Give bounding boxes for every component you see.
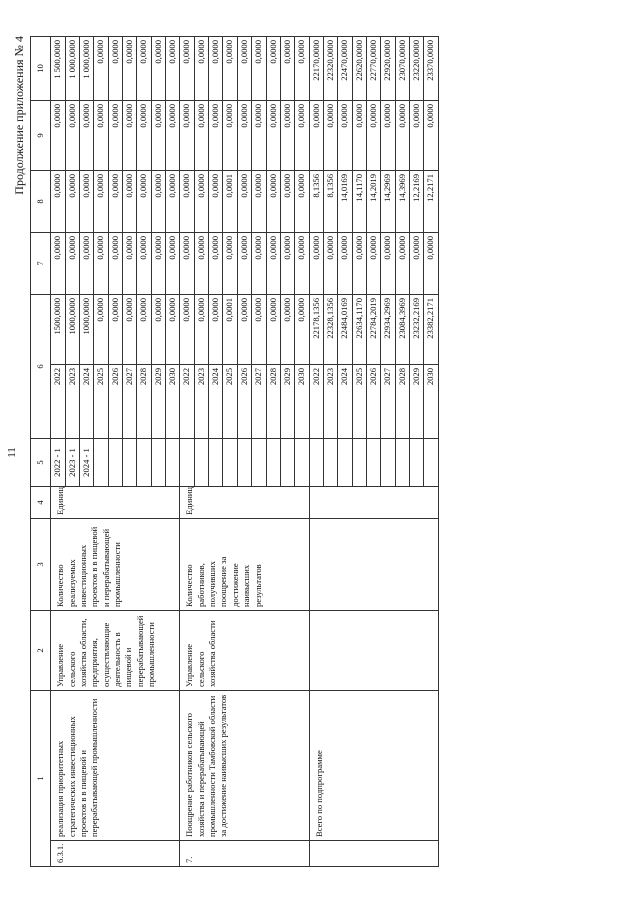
item-indicator: Количество реализуемых инвестиционных проектов в в пищевой и перерабатывающей промышленности: [51, 518, 180, 610]
item-target: [151, 438, 165, 486]
value-col7: 0,0000: [209, 232, 223, 294]
year-cell: 2025: [352, 364, 366, 438]
value-col7: 0,0000: [94, 232, 108, 294]
value-col10: 0,0000: [252, 36, 266, 100]
value-col10: 0,0000: [237, 36, 251, 100]
value-col9: 0,0000: [80, 100, 94, 170]
value-col7: 0,0000: [366, 232, 380, 294]
item-target: [266, 438, 280, 486]
value-col6: 0,0000: [295, 294, 309, 364]
value-col6: 0,0001: [223, 294, 237, 364]
year-cell: 2030: [295, 364, 309, 438]
value-col7: 0,0000: [237, 232, 251, 294]
column-header: 8: [31, 170, 51, 232]
year-cell: 2027: [123, 364, 137, 438]
value-col7: 0,0000: [166, 232, 180, 294]
value-col7: 0,0000: [223, 232, 237, 294]
value-col9: 0,0000: [409, 100, 423, 170]
year-cell: 2026: [108, 364, 122, 438]
value-col9: 0,0000: [266, 100, 280, 170]
item-target: [166, 438, 180, 486]
year-cell: 2022: [51, 364, 65, 438]
value-col6: 22934,2969: [381, 294, 395, 364]
value-col8: 14,0169: [338, 170, 352, 232]
value-col9: 0,0000: [180, 100, 194, 170]
item-target: [237, 438, 251, 486]
value-col8: 0,0000: [252, 170, 266, 232]
item-target: [409, 438, 423, 486]
value-col6: 23382,2171: [424, 294, 438, 364]
year-cell: 2026: [237, 364, 251, 438]
value-col9: 0,0000: [295, 100, 309, 170]
value-col8: 0,0000: [237, 170, 251, 232]
value-col7: 0,0000: [295, 232, 309, 294]
item-target: 2024 - 1: [80, 438, 94, 486]
value-col9: 0,0000: [309, 100, 323, 170]
item-target: [137, 438, 151, 486]
value-col8: 0,0000: [180, 170, 194, 232]
value-col9: 0,0000: [166, 100, 180, 170]
value-col6: 0,0000: [166, 294, 180, 364]
value-col7: 0,0000: [123, 232, 137, 294]
item-target: [424, 438, 438, 486]
item-target: [395, 438, 409, 486]
year-cell: 2028: [395, 364, 409, 438]
value-col9: 0,0000: [94, 100, 108, 170]
value-col9: 0,0000: [194, 100, 208, 170]
value-col8: 0,0000: [166, 170, 180, 232]
value-col9: 0,0000: [151, 100, 165, 170]
year-cell: 2027: [381, 364, 395, 438]
value-col10: 0,0000: [223, 36, 237, 100]
value-col9: 0,0000: [338, 100, 352, 170]
year-cell: 2028: [266, 364, 280, 438]
column-header: 5: [31, 438, 51, 486]
value-col10: 0,0000: [280, 36, 294, 100]
value-col10: 23370,0000: [424, 36, 438, 100]
value-col8: 8,1356: [309, 170, 323, 232]
value-col8: 0,0000: [80, 170, 94, 232]
value-col10: 22320,0000: [323, 36, 337, 100]
column-header: 9: [31, 100, 51, 170]
value-col7: 0,0000: [352, 232, 366, 294]
item-target: [381, 438, 395, 486]
value-col8: 0,0000: [123, 170, 137, 232]
value-col8: 0,0000: [266, 170, 280, 232]
value-col7: 0,0000: [424, 232, 438, 294]
value-col9: 0,0000: [137, 100, 151, 170]
value-col6: 0,0000: [94, 294, 108, 364]
value-col6: 22634,1170: [352, 294, 366, 364]
column-header: 6: [31, 294, 51, 438]
value-col7: 0,0000: [151, 232, 165, 294]
item-executor: Управление сельского хозяйства области: [180, 610, 309, 690]
value-col6: 0,0000: [266, 294, 280, 364]
value-col8: 0,0000: [280, 170, 294, 232]
value-col8: 8,1356: [323, 170, 337, 232]
value-col8: 0,0001: [223, 170, 237, 232]
year-cell: 2030: [166, 364, 180, 438]
value-col8: 0,0000: [137, 170, 151, 232]
value-col10: 0,0000: [266, 36, 280, 100]
year-cell: 2028: [137, 364, 151, 438]
year-cell: 2026: [366, 364, 380, 438]
item-target: 2022 - 1: [51, 438, 65, 486]
value-col7: 0,0000: [180, 232, 194, 294]
value-col10: 0,0000: [295, 36, 309, 100]
value-col10: 0,0000: [94, 36, 108, 100]
value-col8: 0,0000: [295, 170, 309, 232]
item-executor: [309, 610, 438, 690]
value-col6: 22784,2019: [366, 294, 380, 364]
value-col7: 0,0000: [338, 232, 352, 294]
item-target: [180, 438, 194, 486]
column-header: 4: [31, 486, 51, 518]
year-cell: 2022: [309, 364, 323, 438]
column-header: 7: [31, 232, 51, 294]
year-cell: 2027: [252, 364, 266, 438]
item-target: [223, 438, 237, 486]
appendix-caption: Продолжение приложения № 4: [12, 36, 26, 195]
column-header: 10: [31, 36, 51, 100]
item-target: [108, 438, 122, 486]
value-col6: 22484,0169: [338, 294, 352, 364]
value-col6: 0,0000: [280, 294, 294, 364]
value-col6: 0,0000: [252, 294, 266, 364]
year-cell: 2024: [80, 364, 94, 438]
value-col7: 0,0000: [80, 232, 94, 294]
year-cell: 2025: [94, 364, 108, 438]
item-unit: [309, 486, 438, 518]
year-cell: 2029: [151, 364, 165, 438]
value-col9: 0,0000: [51, 100, 65, 170]
value-col10: 0,0000: [123, 36, 137, 100]
item-target: [252, 438, 266, 486]
value-col10: 22470,0000: [338, 36, 352, 100]
value-col9: 0,0000: [424, 100, 438, 170]
year-cell: 2024: [209, 364, 223, 438]
table-row: [51, 36, 65, 866]
value-col10: 1 000,0000: [80, 36, 94, 100]
item-target: [194, 438, 208, 486]
table-row: [309, 36, 323, 866]
column-header: 2: [31, 610, 51, 690]
value-col10: 0,0000: [151, 36, 165, 100]
item-target: [366, 438, 380, 486]
value-col7: 0,0000: [280, 232, 294, 294]
value-col8: 0,0000: [94, 170, 108, 232]
value-col6: 0,0000: [123, 294, 137, 364]
value-col7: 0,0000: [194, 232, 208, 294]
value-col9: 0,0000: [252, 100, 266, 170]
item-target: 2023 - 1: [65, 438, 79, 486]
item-target: [338, 438, 352, 486]
value-col9: 0,0000: [323, 100, 337, 170]
year-cell: 2029: [280, 364, 294, 438]
value-col10: 22770,0000: [366, 36, 380, 100]
value-col9: 0,0000: [65, 100, 79, 170]
value-col8: 14,3969: [395, 170, 409, 232]
value-col7: 0,0000: [137, 232, 151, 294]
item-executor: Управление сельского хозяйства области, предприятия, осуществляющие деятельность в пищевой и перерабатывающей промышленности: [51, 610, 180, 690]
value-col8: 0,0000: [209, 170, 223, 232]
item-indicator: Количество работников, получивших поощрение за достижение наивысших результатов: [180, 518, 309, 610]
year-cell: 2030: [424, 364, 438, 438]
table-row: [180, 36, 194, 866]
value-col10: 0,0000: [180, 36, 194, 100]
value-col8: 12,2171: [424, 170, 438, 232]
value-col6: 23084,3969: [395, 294, 409, 364]
value-col9: 0,0000: [352, 100, 366, 170]
value-col7: 0,0000: [252, 232, 266, 294]
value-col10: 0,0000: [166, 36, 180, 100]
item-target: [280, 438, 294, 486]
value-col9: 0,0000: [381, 100, 395, 170]
value-col7: 0,0000: [65, 232, 79, 294]
value-col6: 0,0000: [237, 294, 251, 364]
value-col8: 12,2169: [409, 170, 423, 232]
value-col8: 14,2019: [366, 170, 380, 232]
page-number: 11: [6, 447, 18, 458]
value-col10: 0,0000: [108, 36, 122, 100]
item-target: [295, 438, 309, 486]
value-col10: 22170,0000: [309, 36, 323, 100]
value-col7: 0,0000: [309, 232, 323, 294]
item-unit: Единиц: [180, 486, 309, 518]
value-col9: 0,0000: [209, 100, 223, 170]
item-number: [309, 841, 438, 867]
value-col6: 1500,0000: [51, 294, 65, 364]
value-col8: 0,0000: [151, 170, 165, 232]
item-number: 7.: [180, 841, 309, 867]
value-col7: 0,0000: [323, 232, 337, 294]
column-header: 1: [31, 690, 51, 866]
value-col9: 0,0000: [395, 100, 409, 170]
column-header: 3: [31, 518, 51, 610]
value-col8: 14,2969: [381, 170, 395, 232]
value-col9: 0,0000: [366, 100, 380, 170]
value-col7: 0,0000: [395, 232, 409, 294]
item-unit: Единиц: [51, 486, 180, 518]
value-col6: 0,0000: [209, 294, 223, 364]
value-col9: 0,0000: [108, 100, 122, 170]
value-col6: 0,0000: [151, 294, 165, 364]
item-indicator: [309, 518, 438, 610]
item-name: реализация приоритетных стратегических инвестиционных проектов в в пищевой и перерабатывающей промышленности: [51, 690, 180, 840]
year-cell: 2023: [65, 364, 79, 438]
item-target: [309, 438, 323, 486]
value-col8: 0,0000: [194, 170, 208, 232]
value-col6: 0,0000: [108, 294, 122, 364]
item-name: Поощрение работников сельского хозяйства и перерабатывающей промышленности Тамбовской области за достижение наивысших результатов: [180, 690, 309, 840]
year-cell: 2023: [323, 364, 337, 438]
value-col10: 0,0000: [209, 36, 223, 100]
value-col10: 0,0000: [194, 36, 208, 100]
year-cell: 2024: [338, 364, 352, 438]
item-name: Всего по подпрограмме: [309, 690, 438, 840]
value-col10: 1 000,0000: [65, 36, 79, 100]
value-col6: 23232,2169: [409, 294, 423, 364]
value-col10: 23220,0000: [409, 36, 423, 100]
value-col9: 0,0000: [123, 100, 137, 170]
value-col8: 0,0000: [108, 170, 122, 232]
value-col7: 0,0000: [51, 232, 65, 294]
year-cell: 2022: [180, 364, 194, 438]
header-row: [31, 36, 51, 866]
value-col9: 0,0000: [237, 100, 251, 170]
item-target: [209, 438, 223, 486]
value-col7: 0,0000: [266, 232, 280, 294]
value-col6: 0,0000: [180, 294, 194, 364]
value-col6: 1000,0000: [80, 294, 94, 364]
value-col8: 0,0000: [65, 170, 79, 232]
value-col6: 1000,0000: [65, 294, 79, 364]
item-target: [94, 438, 108, 486]
value-col7: 0,0000: [381, 232, 395, 294]
year-cell: 2029: [409, 364, 423, 438]
year-cell: 2025: [223, 364, 237, 438]
value-col9: 0,0000: [280, 100, 294, 170]
item-target: [123, 438, 137, 486]
value-col10: 0,0000: [137, 36, 151, 100]
item-number: 6.3.1.: [51, 841, 180, 867]
year-cell: 2023: [194, 364, 208, 438]
value-col8: 14,1170: [352, 170, 366, 232]
value-col10: 23070,0000: [395, 36, 409, 100]
value-col7: 0,0000: [409, 232, 423, 294]
value-col9: 0,0000: [223, 100, 237, 170]
value-col10: 22920,0000: [381, 36, 395, 100]
value-col6: 22328,1356: [323, 294, 337, 364]
value-col6: 0,0000: [194, 294, 208, 364]
item-target: [323, 438, 337, 486]
value-col7: 0,0000: [108, 232, 122, 294]
item-target: [352, 438, 366, 486]
value-col10: 1 500,0000: [51, 36, 65, 100]
value-col6: 22178,1356: [309, 294, 323, 364]
budget-table: [30, 36, 439, 867]
value-col6: 0,0000: [137, 294, 151, 364]
value-col8: 0,0000: [51, 170, 65, 232]
value-col10: 22620,0000: [352, 36, 366, 100]
